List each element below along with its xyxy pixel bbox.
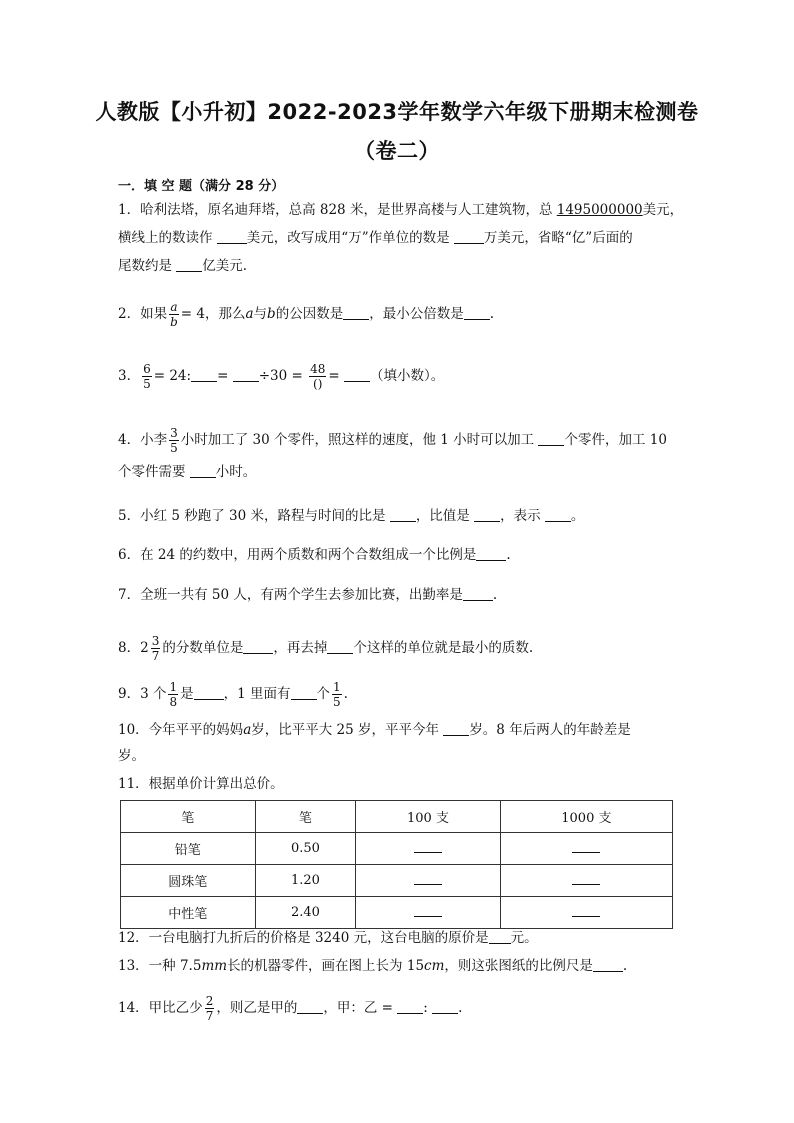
answer-blank[interactable] (464, 305, 490, 320)
page-subtitle: （卷二） (354, 139, 440, 163)
answer-blank[interactable] (414, 840, 442, 853)
table-row (121, 897, 673, 929)
answer-blank[interactable] (454, 229, 484, 244)
table-row (121, 865, 673, 897)
answer-blank[interactable] (474, 507, 500, 522)
answer-blank[interactable] (476, 546, 506, 561)
section-heading: 一．填 空 题（满分 28 分） (118, 179, 285, 194)
pen-name: 铅笔 (121, 833, 256, 865)
table-header: 1000 支 (500, 801, 672, 833)
question-9: 9．3 个 $\frac{1}{8}$ 是 ，1 里面有 个 $\frac{1}{5}$ . (118, 680, 348, 709)
answer-blank[interactable] (233, 367, 259, 382)
answer-blank[interactable] (297, 999, 323, 1014)
question-13: 13．一种 7.5mm长的机器零件，画在图上长为 15cm，则这张图纸的比例尺是 . (118, 958, 628, 974)
answer-blank[interactable] (489, 929, 511, 944)
answer-blank[interactable] (572, 872, 600, 885)
fraction: $\frac{3}{5}$ (170, 426, 178, 455)
answer-blank[interactable] (343, 305, 369, 320)
answer-blank[interactable] (593, 957, 623, 972)
answer-blank[interactable] (414, 872, 442, 885)
question-8: 8．2 $\frac{3}{7}$ 的分数单位是 ，再去掉 个这样的单位就是最小的质数. (118, 634, 534, 663)
answer-blank[interactable] (327, 639, 353, 654)
answer-blank[interactable] (572, 904, 600, 917)
fraction: $\frac{a}{b}$ (170, 300, 178, 329)
answer-blank[interactable] (414, 904, 442, 917)
fraction: $\frac{2}{7}$ (205, 994, 214, 1023)
answer-blank[interactable] (344, 367, 370, 382)
answer-blank[interactable] (194, 685, 224, 700)
question-4-line-2: 个零件需要 小时。 (118, 464, 257, 480)
question-12: 12．一台电脑打九折后的价格是 3240 元，这台电脑的原价是 元。 (118, 930, 538, 946)
pen-name: 中性笔 (121, 897, 256, 929)
fraction: $\frac{1}{5}$ (333, 680, 341, 709)
answer-blank[interactable] (176, 257, 202, 272)
table-header: 笔 (121, 801, 256, 833)
question-2: 2．如果 $\frac{a}{b}$ = 4，那么a与b的公因数是 ，最小公倍数是 . (118, 300, 494, 329)
question-6: 6．在 24 的约数中，用两个质数和两个合数组成一个比例是 . (118, 547, 511, 563)
answer-blank[interactable] (390, 507, 416, 522)
question-1-line-3: 尾数约是 亿美元. (118, 258, 248, 274)
question-1-line-1: 1．哈利法塔，原名迪拜塔，总高 828 米，是世界高楼与人工建筑物，总 1495000000美元， (118, 202, 684, 218)
answer-blank[interactable] (432, 999, 458, 1014)
question-14: 14．甲比乙少 $\frac{2}{7}$ ，则乙是甲的 ，甲：乙 = : . (118, 994, 463, 1023)
answer-blank[interactable] (291, 685, 317, 700)
answer-blank[interactable] (545, 507, 571, 522)
question-1-line-2: 横线上的数读作 美元，改写成用“万”作单位的数是 万美元，省略“亿”后面的 (118, 230, 633, 246)
answer-blank[interactable] (443, 721, 469, 736)
answer-blank[interactable] (397, 999, 423, 1014)
underlined-number: 1495000000 (556, 202, 643, 218)
table-header: 100 支 (356, 801, 500, 833)
answer-blank[interactable] (191, 367, 217, 382)
unit-price: 1.20 (255, 865, 356, 897)
question-10-line-2: 岁。 (118, 748, 145, 764)
fraction: $\frac{48}{()}$ (310, 362, 326, 391)
table-row (121, 833, 673, 865)
pen-name: 圆珠笔 (121, 865, 256, 897)
fraction: $\frac{6}{5}$ (143, 362, 151, 391)
answer-blank[interactable] (463, 586, 493, 601)
answer-blank[interactable] (538, 431, 564, 446)
unit-price: 0.50 (255, 833, 356, 865)
unit-price: 2.40 (255, 897, 356, 929)
answer-blank[interactable] (217, 229, 247, 244)
answer-blank[interactable] (190, 463, 216, 478)
answer-blank[interactable] (243, 639, 273, 654)
price-table (120, 800, 673, 929)
page-title: 人教版【小升初】2022-2023学年数学六年级下册期末检测卷 (95, 100, 699, 124)
question-4-line-1: 4．小李 $\frac{3}{5}$ 小时加工了 30 个零件，照这样的速度，他 1 小时可以加工 个零件，加工 10 (118, 426, 667, 455)
answer-blank[interactable] (572, 840, 600, 853)
question-7: 7．全班一共有 50 人，有两个学生去参加比赛，出勤率是 . (118, 587, 498, 603)
table-header-row (121, 801, 673, 833)
question-5: 5．小红 5 秒跑了 30 米，路程与时间的比是 ，比值是 ，表示 。 (118, 508, 585, 524)
question-3: 3． $\frac{6}{5}$ = 24: = ÷30 = $\frac{48}{()}$ = （填小数）。 (118, 362, 445, 391)
fraction: $\frac{1}{8}$ (169, 680, 178, 709)
table-header: 笔 (255, 801, 356, 833)
question-11: 11．根据单价计算出总价。 (118, 776, 284, 792)
fraction: $\frac{3}{7}$ (151, 634, 160, 663)
question-10-line-1: 10．今年平平的妈妈a岁，比平平大 25 岁，平平今年 岁。8 年后两人的年龄差是 (118, 722, 631, 738)
